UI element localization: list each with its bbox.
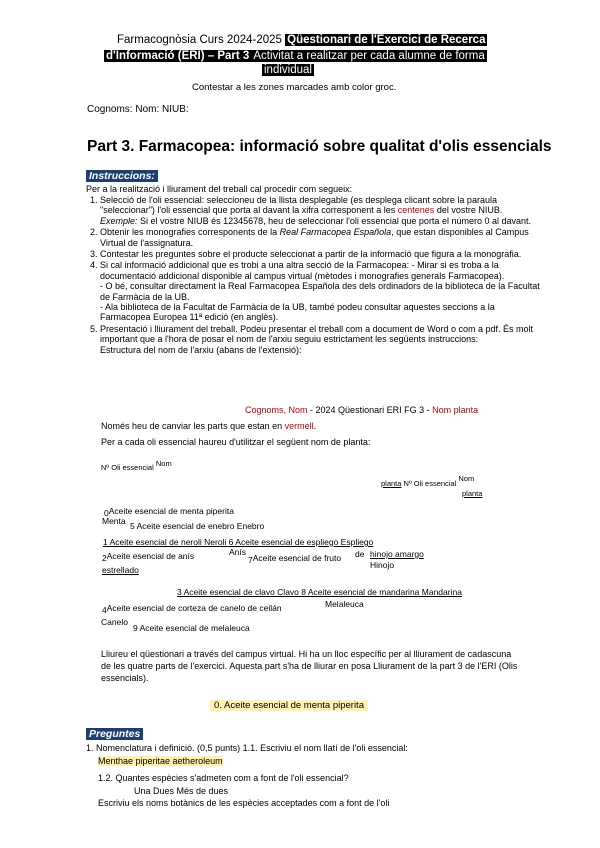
- table-head-col2: planta Nº Oli essencial Nom: [381, 474, 475, 488]
- header-title-2: d'Informació (ERI) – Part 3: [106, 50, 250, 62]
- question-1-answer[interactable]: Menthae piperitae aetheroleum: [98, 756, 223, 766]
- instructions-intro: Per a la realització i lliurament del treball cal procedir com segueix:: [86, 184, 353, 194]
- instruction-item-4: 4. Si cal informació addicional que es trobi a una altra secció de la Farmacopea: - Mirar si es troba a la documentació addicional disponible al campus virtual (mètodes i monografies generals Farmacopea). - O bé, consultar directament la Real Farmacopea Española des dels ordinadors de la biblioteca de la Facultat de Farmàcia de la UB. - Ala biblioteca de la Facultat de Farmàcia de la UB, també podeu consultar aquestes seccions a la Farmacopea Europea 11ª edició (en anglès).: [100, 260, 540, 322]
- delivery-note: Lliureu el qüestionari a través del campus virtual. Hi ha un lloc específic per al lliurament de cadascuna de les quatre parts de l'exercici. Aquesta part s'ha de lliurar en posa Lliurament de la part 3 de l'ERI (Olis essencials).: [101, 649, 518, 683]
- table-row-7-plant-b: Hinojo: [370, 560, 395, 570]
- change-note: Només heu de canviar les parts que estan en vermell.: [101, 421, 317, 431]
- selected-oil[interactable]: 0. Aceite esencial de menta piperita: [210, 700, 368, 711]
- table-row-9-plant: Melaleuca: [325, 599, 364, 609]
- header-line-3: [262, 64, 314, 76]
- table-row-2: 2Aceite esencial de anís: [102, 551, 195, 563]
- header-subtitle-a: Activitat a realitzar per cada alumne de forma: [253, 50, 485, 62]
- header-title-1: Qüestionari de l'Exercici de Recerca: [287, 34, 486, 46]
- table-row-4: 4Aceite esencial de corteza de canelo de ceilán: [102, 603, 282, 615]
- table-row-2-plant-b: estrellado: [102, 565, 139, 575]
- table-row-0: 0Aceite esencial de menta piperita: [104, 506, 234, 518]
- instruction-item-5: 5. Presentació i lliurament del treball. Podeu presentar el treball com a document de Word o com a pdf. És molt important que a l'hora de posar el nom de l'arxiu seguiu estrictament les següents instruccions: Estructura del nom de l'arxiu (abans de l'extensió):: [100, 324, 540, 355]
- course-label: Farmacognòsia Curs 2024-2025 Qüestionari de l'Exercici de Recerca: [117, 34, 486, 46]
- filename-pattern: Cognoms, Nom - 2024 Qüestionari ERI FG 3 - Nom planta: [245, 405, 479, 415]
- question-1-2: 1.2. Quantes espècies s'admeten com a font de l'oli essencial?: [98, 773, 349, 783]
- instructions-list: [86, 195, 540, 356]
- instruction-item-1: 1. Selecció de l'oli essencial: seleccioneu de la llista desplegable (es desplega clicant sobre la paraula "seleccionar") l'oli essencial que porta al davant la xifra corresponent a les centenes del vostre NIUB. Exemple: Si el vostre NIUB és 12345678, heu de seleccionar l'oli essencial que porta el número 0 al davant.: [100, 195, 540, 226]
- instruction-item-2: 2. Obtenir les monografies corresponents de la Real Farmacopea Española, que estan disponibles al Campus Virtual de l'assignatura.: [100, 227, 540, 248]
- table-head-col2-planta: planta: [462, 489, 483, 498]
- instruction-item-3: 3. Contestar les preguntes sobre el producte seleccionat a partir de la informació que figura a la monografia.: [100, 249, 540, 259]
- table-row-1-6: 1 Aceite esencial de neroli Neroli 6 Aceite esencial de espliego Espliego: [103, 537, 374, 547]
- student-fields[interactable]: Cognoms: Nom: NIUB:: [87, 104, 189, 115]
- table-row-7-plant-a: hinojo amargo: [370, 549, 424, 559]
- question-1-2-note: Escriviu els noms botànics de les espècies acceptades com a font de l'oli: [98, 798, 390, 808]
- header-line-2: [104, 50, 487, 62]
- yellow-note: Contestar a les zones marcades amb color groc.: [192, 82, 397, 93]
- question-1: 1. Nomenclatura i definició. (0,5 punts) 1.1. Escriviu el nom llatí de l'oli essencial:: [86, 743, 408, 753]
- instructions-tag: Instruccions:: [86, 166, 158, 184]
- per-each-note: Per a cada oli essencial haureu d'utilitzar el següent nom de planta:: [101, 437, 371, 447]
- table-row-3-8: 3 Aceite esencial de clavo Clavo 8 Aceite esencial de mandarina Mandarina: [177, 587, 462, 597]
- table-row-7: 7Aceite esencial de fruto: [248, 553, 342, 565]
- questions-tag: Preguntes: [86, 724, 143, 742]
- section-title: Part 3. Farmacopea: informació sobre qualitat d'olis essencials: [87, 138, 552, 155]
- table-head-col1: Nº Oli essencial Nom: [101, 459, 172, 472]
- question-1-2-options[interactable]: Una Dues Més de dues: [134, 786, 229, 796]
- table-row-4-plant: Canelo: [101, 617, 128, 627]
- table-row-9: 9 Aceite esencial de melaleuca: [133, 623, 250, 633]
- table-row-7-de: de: [355, 549, 365, 559]
- table-row-2-plant-a: Anís: [229, 547, 247, 557]
- table-row-0-plant: Menta: [102, 516, 126, 526]
- header-subtitle-b: individual: [264, 64, 312, 76]
- table-row-5: 5 Aceite esencial de enebro Enebro: [130, 521, 265, 531]
